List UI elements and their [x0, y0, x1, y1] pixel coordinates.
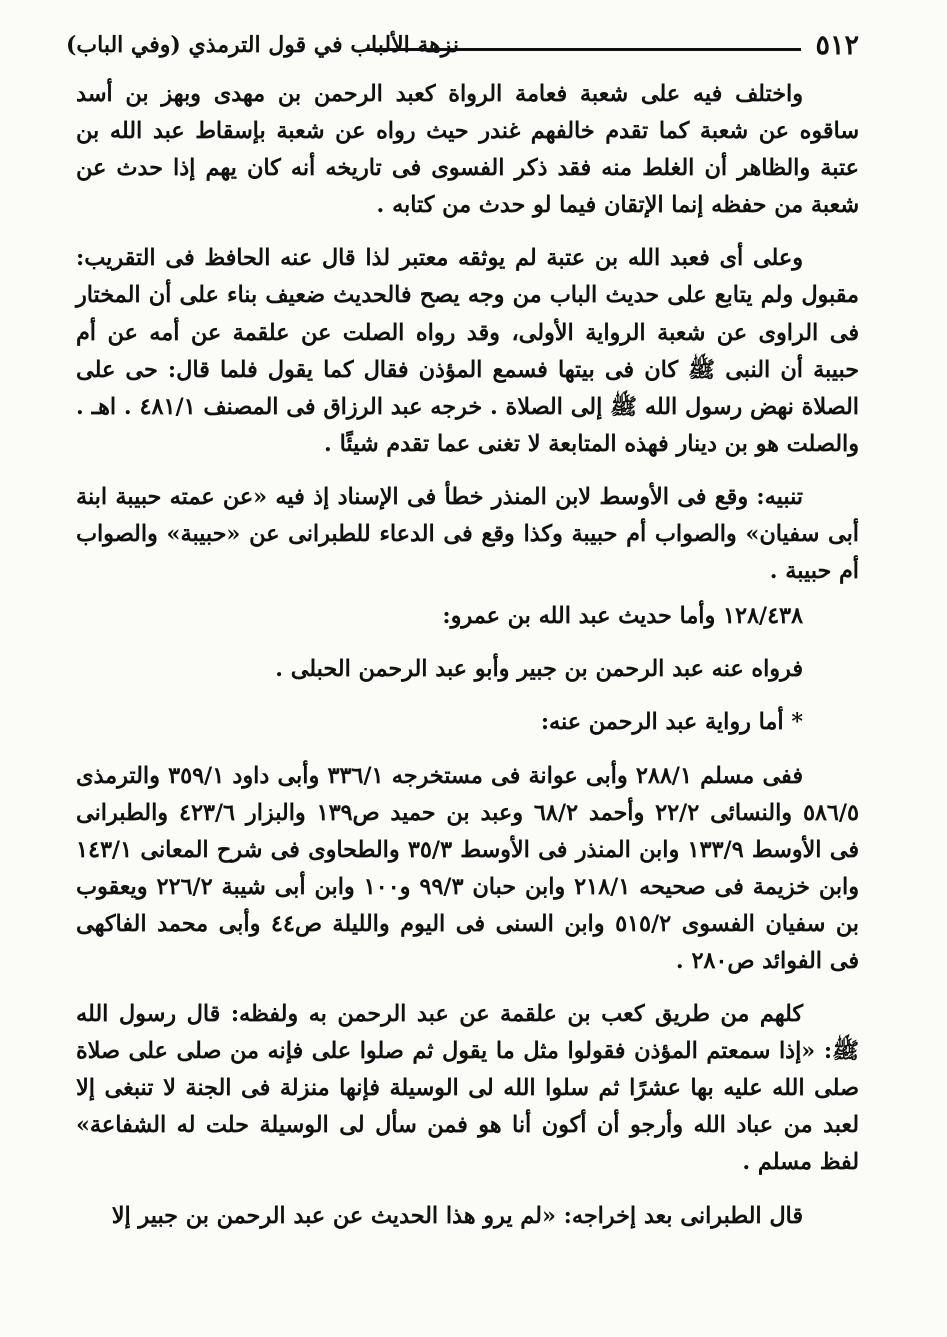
section-heading-2: * أما رواية عبد الرحمن عنه:: [540, 709, 803, 736]
paragraph-4: فرواه عنه عبد الرحمن بن جبير وأبو عبد الرحمن الحبلى .: [275, 656, 803, 683]
paragraph-3: تنبيه: وقع فى الأوسط لابن المنذر خطأ فى الإسناد إذ فيه «عن عمته حبيبة ابنة أبى سفيان» والصواب أم حبيبة وكذا وقع فى الدعاء للطبرانى عن «حبيبة» والصواب أم حبيبة .: [76, 483, 859, 585]
paragraph-7: قال الطبرانى بعد إخراجه: «لم يرو هذا الحديث عن عبد الرحمن بن جبير إلا: [111, 1202, 803, 1229]
section-heading-1: ١٢٨/٤٣٨ وأما حديث عبد الله بن عمرو:: [442, 603, 803, 630]
running-title: نزهة الألباب في قول الترمذي (وفي الباب): [66, 32, 460, 58]
page-number: ٥١٢: [815, 30, 859, 61]
paragraph-2: وعلى أى فعبد الله بن عتبة لم يوثقه معتبر لذا قال عنه الحافظ فى التقريب: مقبول ولم يتابع على حديث الباب من وجه يصح فالحديث ضعيف بناء على أن المختار فى الراوى عن شعبة الرواية الأولى، وقد رواه الصلت عن علقمة عن أمه عن أم حبيبة أن النبى ﷺ كان فى بيتها فسمع المؤذن فقال كما يقول فلما قال: حى على الصلاة نهض رسول الله ﷺ إلى الصلاة . خرجه عبد الرزاق فى المصنف ٤٨١/١ . اهـ . والصلت هو بن دينار فهذه المتابعة لا تغنى عما تقدم شيئًا .: [76, 245, 859, 457]
paragraph-5: ففى مسلم ٢٨٨/١ وأبى عوانة فى مستخرجه ٣٣٦/١ وأبى داود ٣٥٩/١ والترمذى ٥٨٦/٥ والنسائى ٢٢/٢ وأحمد ٦٨/٢ وعبد بن حميد ص١٣٩ والبزار ٤٢٣/٦ والطبرانى فى الأوسط ١٣٣/٩ وابن المنذر فى الأوسط ٣٥/٣ والطحاوى فى شرح المعانى ١٤٣/١ وابن خزيمة فى صحيحه ٢١٨/١ وابن حبان ٩٩/٣ و١٠٠ وابن أبى شيبة ٢٢٦/٢ ويعقوب بن سفيان الفسوى ٥١٥/٢ وابن السنى فى اليوم والليلة ص٤٤ وأبى محمد الفاكهى فى الفوائد ص٢٨٠ .: [76, 762, 860, 974]
page-body: [76, 76, 859, 1251]
paragraph-1: واختلف فيه على شعبة فعامة الرواة كعبد الرحمن بن مهدى وبهز بن أسد ساقوه عن شعبة كما تقدم خالفهم غندر حيث رواه عن شعبة بإسقاط عبد الله بن عتبة والظاهر أن الغلط منه فقد ذكر الفسوى فى تاريخه أنه كان يهم إذا حدث عن شعبة من حفظه إنما الإتقان فيما لو حدث من كتابه .: [76, 81, 859, 219]
paragraph-6: كلهم من طريق كعب بن علقمة عن عبد الرحمن به ولفظه: قال رسول الله ﷺ: «إذا سمعتم المؤذن فقولوا مثل ما يقول ثم صلوا على فإنه من صلى على صلاة صلى الله عليه بها عشرًا ثم سلوا الله لى الوسيلة فإنها منزلة فى الجنة لا تنبغى إلا لعبد من عباد الله وأرجو أن أكون أنا هو فمن سأل لى الوسيلة حلت له الشفاعة» لفظ مسلم .: [76, 1001, 859, 1176]
page-header: [66, 26, 859, 66]
